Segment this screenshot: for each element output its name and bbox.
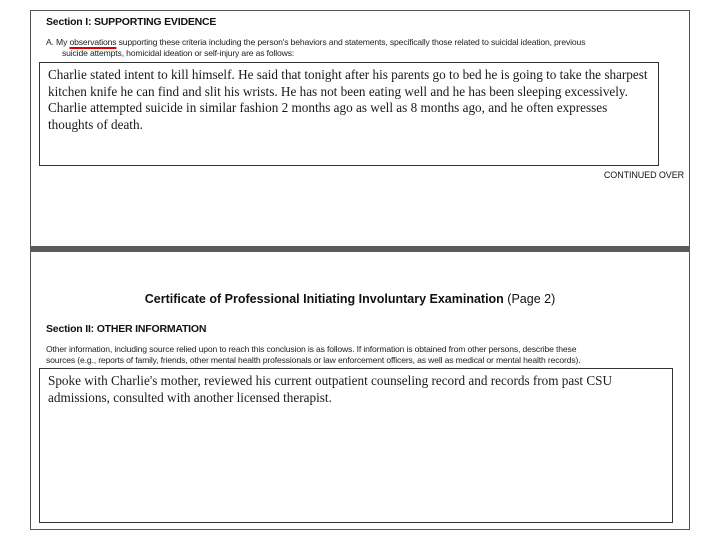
page-2-heading [30,292,670,306]
supporting-evidence-response[interactable]: Charlie stated intent to kill himself. He said that tonight after his parents go to bed he is going to take the sharpest kitchen knife he can find and slit his wrists. He has not been eating well and he has been sleeping excessively. Charlie attempted suicide in similar fashion 2 months ago as well as 8 months ago, and he often expresses thoughts of death. [39,62,659,166]
section-1-instructions-line2: suicide attempts, homicidal ideation or self-injury are as follows: [62,48,295,58]
page-divider [30,246,690,252]
section-2-instructions-line1: Other information, including source relied upon to reach this conclusion is as follows. If information is obtained from other persons, describe these [46,344,577,354]
observations-word: observations [69,37,117,47]
instruction-rest: supporting these criteria including the person's behaviors and statements, specifically those related to suicidal ideation, previous [116,37,586,47]
certificate-title: Certificate of Professional Initiating Involuntary Examination [144,292,504,306]
section-2-instructions-line2: sources (e.g., reports of family, friends, other mental health professionals or law enforcement officers, as well as medical or mental health records). [46,355,581,365]
section-1-title: Section I: SUPPORTING EVIDENCE [46,16,217,28]
item-a-label: A. My [46,37,70,47]
section-2-title: Section II: OTHER INFORMATION [46,323,207,335]
continued-over-label: CONTINUED OVER [603,170,684,180]
section-1-instructions [46,37,666,47]
page-number-label: (Page 2) [503,292,556,306]
other-information-response[interactable]: Spoke with Charlie's mother, reviewed his current outpatient counseling record and records from past CSU admissions, consulted with another licensed therapist. [39,368,673,523]
